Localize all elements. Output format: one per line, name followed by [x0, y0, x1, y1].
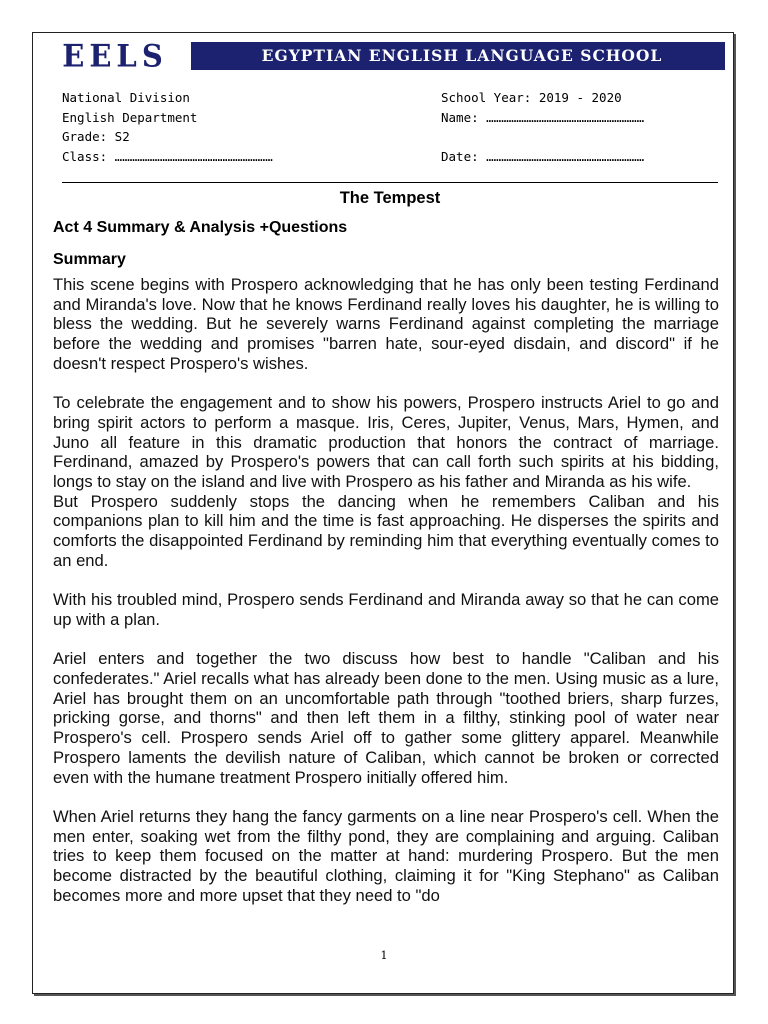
- page-number: 1: [380, 949, 388, 962]
- empty-row: [441, 127, 644, 147]
- school-name: EGYPTIAN ENGLISH LANGUAGE SCHOOL: [261, 46, 663, 65]
- school-year-label: School Year: 2019 - 2020: [441, 90, 622, 105]
- right-info-block: [441, 88, 644, 166]
- department-label: English Department: [62, 109, 198, 125]
- date-field: Date: ………………………………………………………: [441, 148, 645, 164]
- summary-body: [53, 275, 719, 905]
- paragraph: But Prospero suddenly stops the dancing when he remembers Caliban and his companions plan to kill him and the time is fast approaching. He disperses the spirits and comforts the disappointed Ferdinand by reminding him that everything eventually comes to an end.: [53, 491, 719, 570]
- name-field: Name: ………………………………………………………: [441, 109, 645, 125]
- paragraph: When Ariel returns they hang the fancy garments on a line near Prospero's cell. When the men enter, soaking wet from the filthy pond, they are complaining and arguing. Caliban tries to keep them focused on the matter at hand: murdering Prospero. But the men become distracted by the beautiful clothing, claiming it for "King Stephano" as Caliban becomes more and more upset that they need to "do: [53, 806, 719, 905]
- class-field: Class: ………………………………………………………: [62, 148, 273, 164]
- paragraph: This scene begins with Prospero acknowledging that he has only been testing Ferdinand and Miranda's love. Now that he knows Ferdinand really loves his daughter, he is willing to bless the wedding. But he severely warns Ferdinand against completing the marriage before the wedding and promises "barren hate, sour-eyed disdain, and discord" if he doesn't respect Prospero's wishes.: [53, 275, 719, 373]
- section-heading: Summary: [53, 251, 126, 268]
- header-divider: [62, 182, 718, 183]
- school-banner: [39, 42, 725, 70]
- left-info-block: [62, 88, 273, 166]
- division-label: National Division: [62, 90, 190, 105]
- paragraph: With his troubled mind, Prospero sends Ferdinand and Miranda away so that he can come up with a plan.: [53, 590, 719, 629]
- document-title: The Tempest: [339, 189, 441, 207]
- grade-label: Grade: S2: [62, 129, 130, 144]
- paragraph: To celebrate the engagement and to show his powers, Prospero instructs Ariel to go and bring spirit actors to perform a masque. Iris, Ceres, Jupiter, Venus, Mars, Hymen, and Juno all feature in this dramatic production that honors the contract of marriage. Ferdinand, amazed by Prospero's powers that can call forth such spirits at his bidding, longs to stay on the island and live with Prospero as his father and Miranda as his wife.: [53, 393, 719, 492]
- paragraph: Ariel enters and together the two discuss how best to handle "Caliban and his confederates." Ariel recalls what has already been done to the men. Using music as a lure, Ariel has brought them on an uncomfortable path through "toothed briers, sharp furzes, pricking gorse, and thorns" and then left them in a filthy, stinking pool of water near Prospero's cell. Prospero sends Ariel off to gather some glittery apparel. Meanwhile Prospero laments the devilish nature of Caliban, which cannot be broken or corrected even with the humane treatment Prospero initially offered him.: [53, 649, 719, 787]
- document-subtitle: Act 4 Summary & Analysis +Questions: [53, 219, 348, 236]
- school-logo: EELS: [39, 42, 191, 70]
